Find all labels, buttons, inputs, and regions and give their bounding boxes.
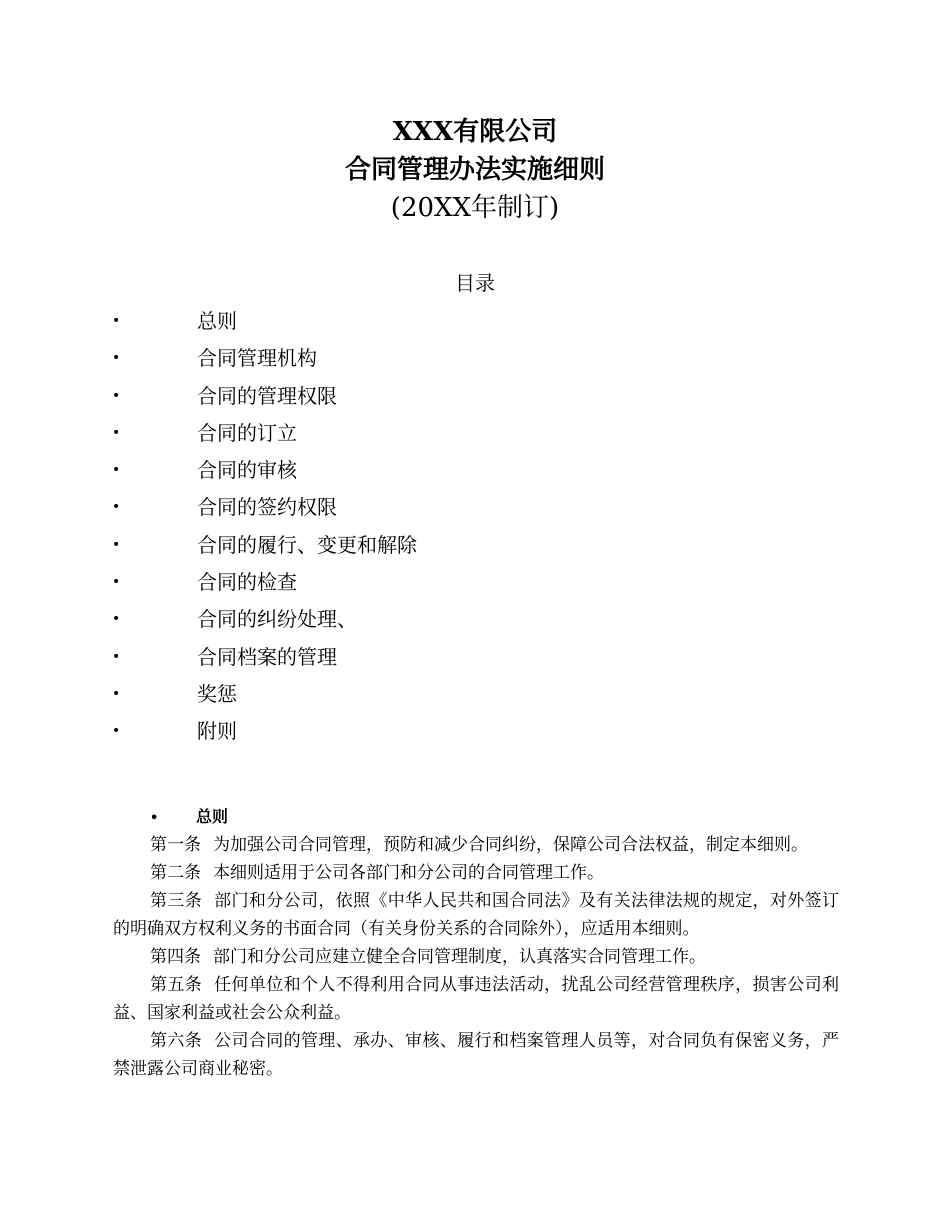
toc-item <box>112 714 832 751</box>
toc-item-label: 合同管理机构 <box>197 346 317 371</box>
bullet-icon: • <box>112 685 121 702</box>
article-number: 第六条 <box>150 1031 203 1051</box>
article-number: 第三条 <box>150 891 203 911</box>
bullet-icon: • <box>112 499 121 516</box>
toc-item-label: 合同的检查 <box>197 570 297 595</box>
toc-item <box>112 304 832 341</box>
article-number: 第四条 <box>150 947 201 967</box>
toc-item-label: 合同的审核 <box>197 458 297 483</box>
section-body <box>113 831 839 1083</box>
toc-item-label: 合同的履行、变更和解除 <box>197 532 417 557</box>
toc-item <box>112 602 832 639</box>
bullet-icon: • <box>112 313 121 329</box>
toc-item <box>112 379 832 416</box>
article-paragraph <box>113 971 839 1027</box>
bullet-icon: • <box>112 723 121 740</box>
toc-item-label: 合同的订立 <box>197 420 297 445</box>
section-heading <box>150 804 228 832</box>
document-title: 合同管理办法实施细则 <box>344 155 605 185</box>
bullet-icon: • <box>112 648 121 665</box>
article-paragraph <box>113 943 839 971</box>
toc-item <box>112 640 832 677</box>
bullet-icon: • <box>112 462 121 479</box>
article-number: 第一条 <box>150 835 201 855</box>
toc-item-label: 合同的管理权限 <box>197 383 337 408</box>
bullet-icon: • <box>112 387 121 404</box>
article-text: 为加强公司合同管理，预防和减少合同纠纷，保障公司合法权益，制定本细则。 <box>213 835 808 855</box>
toc-item <box>112 341 832 378</box>
bullet-icon: • <box>150 811 159 826</box>
toc-item-label: 附则 <box>197 719 237 744</box>
article-number: 第五条 <box>150 975 203 995</box>
article-number: 第二条 <box>150 863 201 883</box>
toc-item-label: 合同档案的管理 <box>197 644 337 669</box>
article-text: 公司合同的管理、承办、审核、履行和档案管理人员等，对合同负有保密义务，严禁泄露公司商业秘密。 <box>113 1031 840 1079</box>
toc-item-label: 奖惩 <box>197 681 237 706</box>
bullet-icon: • <box>112 574 121 591</box>
toc-item-label: 合同的纠纷处理、 <box>197 607 357 632</box>
article-text: 部门和分公司应建立健全合同管理制度，认真落实合同管理工作。 <box>213 947 706 967</box>
article-paragraph <box>113 831 839 859</box>
article-text: 任何单位和个人不得利用合同从事违法活动，扰乱公司经营管理秩序，损害公司利益、国家利益或社会公众利益。 <box>113 975 840 1023</box>
article-text: 本细则适用于公司各部门和分公司的合同管理工作。 <box>213 863 604 883</box>
bullet-icon: • <box>112 611 121 628</box>
toc-heading: 目录 <box>455 271 495 295</box>
toc-item <box>112 416 832 453</box>
toc-item <box>112 528 832 565</box>
document-subtitle: (20XX年制订) <box>390 193 560 223</box>
toc-item <box>112 565 832 602</box>
article-paragraph <box>113 1027 839 1083</box>
section-heading-label: 总则 <box>196 807 229 826</box>
company-title: XXX有限公司 <box>392 117 558 147</box>
article-paragraph <box>113 859 839 887</box>
article-text: 部门和分公司，依照《中华人民共和国合同法》及有关法律法规的规定，对外签订的明确双方权利义务的书面合同（有关身份关系的合同除外），应适用本细则。 <box>113 891 840 939</box>
table-of-contents <box>112 304 832 752</box>
toc-item <box>112 453 832 490</box>
bullet-icon: • <box>112 536 121 553</box>
article-paragraph <box>113 887 839 943</box>
toc-item <box>112 490 832 527</box>
toc-item <box>112 677 832 714</box>
toc-item-label: 合同的签约权限 <box>197 495 337 520</box>
toc-item-label: 总则 <box>197 309 237 333</box>
bullet-icon: • <box>112 350 121 367</box>
bullet-icon: • <box>112 424 121 441</box>
